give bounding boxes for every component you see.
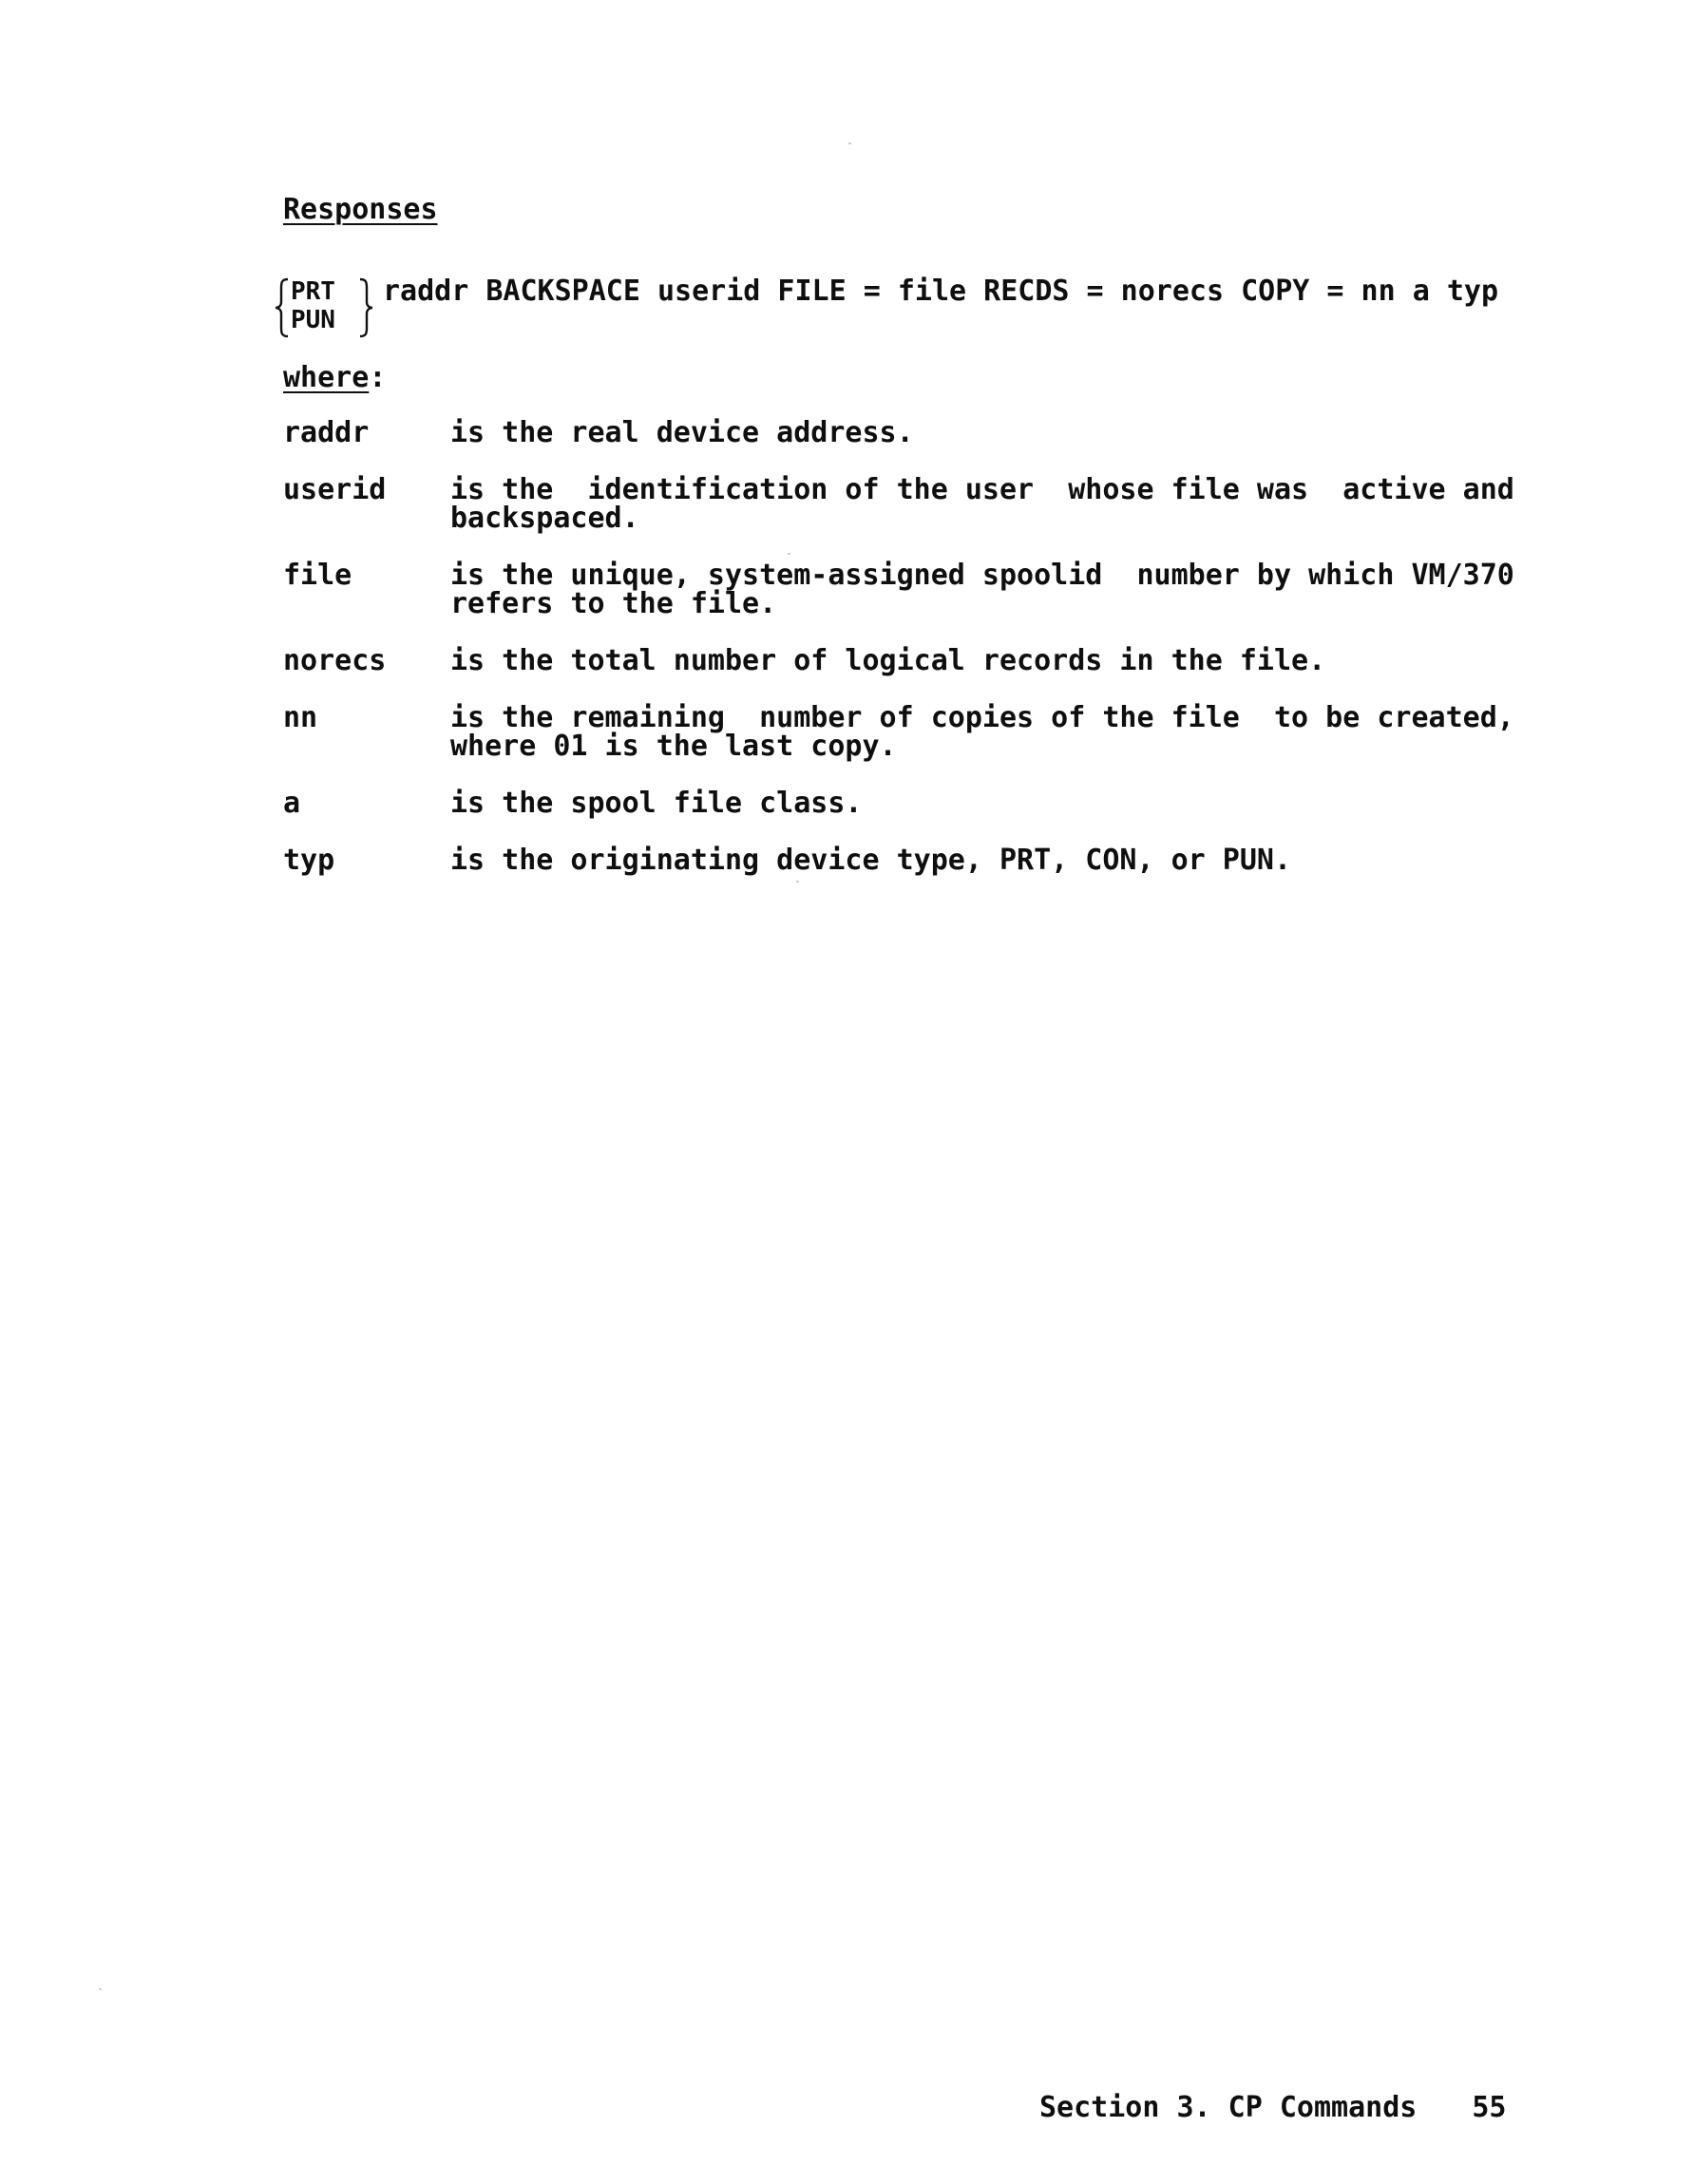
definition-term: a bbox=[283, 787, 301, 820]
definition-list bbox=[283, 416, 1518, 903]
definition-term: file bbox=[283, 559, 352, 592]
definition-description bbox=[450, 789, 1486, 818]
where-word: where bbox=[283, 361, 370, 394]
response-syntax bbox=[274, 277, 1509, 344]
definition-line: where 01 is the last copy. bbox=[450, 730, 897, 763]
definition-description bbox=[450, 846, 1486, 875]
definition-line: is the real device address. bbox=[450, 416, 914, 449]
right-brace bbox=[357, 277, 374, 338]
definition-term: typ bbox=[283, 844, 335, 877]
definition-line: backspaced. bbox=[450, 502, 639, 535]
syntax-option-pun: PUN bbox=[291, 306, 335, 334]
definition-line: is the total number of logical records in the file. bbox=[450, 644, 1326, 677]
syntax-line: raddr BACKSPACE userid FILE = file RECDS = norecs COPY = nn a typ bbox=[383, 275, 1498, 308]
definition-line: is the unique, system-assigned spoolid number by which VM/370 bbox=[450, 559, 1514, 592]
page-number: 55 bbox=[1472, 2091, 1507, 2124]
scan-speck bbox=[99, 1988, 102, 1990]
definition-line: is the identification of the user whose file was active and bbox=[450, 473, 1514, 506]
definition-description bbox=[450, 473, 1514, 535]
definition-description bbox=[450, 559, 1514, 620]
page-footer bbox=[1039, 2091, 1507, 2124]
definition-description bbox=[450, 416, 1486, 449]
definition-line: is the originating device type, PRT, CON, or PUN. bbox=[450, 844, 1292, 877]
definition-item-typ bbox=[283, 846, 1518, 875]
definition-line: refers to the file. bbox=[450, 587, 777, 620]
section-heading: Responses bbox=[283, 193, 438, 226]
definition-line: is the remaining number of copies of the file to be created, bbox=[450, 701, 1514, 734]
scan-speck bbox=[796, 881, 799, 883]
definition-item-raddr bbox=[283, 416, 1518, 449]
definition-description bbox=[450, 644, 1486, 677]
syntax-option-prt: PRT bbox=[291, 277, 335, 306]
definition-line: is the spool file class. bbox=[450, 787, 863, 820]
scan-speck bbox=[788, 553, 790, 555]
definition-item-userid bbox=[283, 473, 1518, 535]
definition-item-file bbox=[283, 561, 1518, 618]
definition-description bbox=[450, 701, 1514, 763]
where-label bbox=[283, 361, 387, 394]
definition-term: norecs bbox=[283, 644, 387, 677]
where-colon: : bbox=[369, 361, 387, 394]
footer-section-title: Section 3. CP Commands bbox=[1039, 2091, 1418, 2124]
definition-term: userid bbox=[283, 473, 387, 506]
definition-item-norecs bbox=[283, 644, 1518, 677]
definition-item-a bbox=[283, 789, 1518, 818]
left-brace bbox=[274, 277, 291, 338]
definition-item-nn bbox=[283, 701, 1518, 763]
definition-term: raddr bbox=[283, 416, 370, 449]
definition-term: nn bbox=[283, 701, 318, 734]
scan-speck bbox=[848, 142, 851, 144]
